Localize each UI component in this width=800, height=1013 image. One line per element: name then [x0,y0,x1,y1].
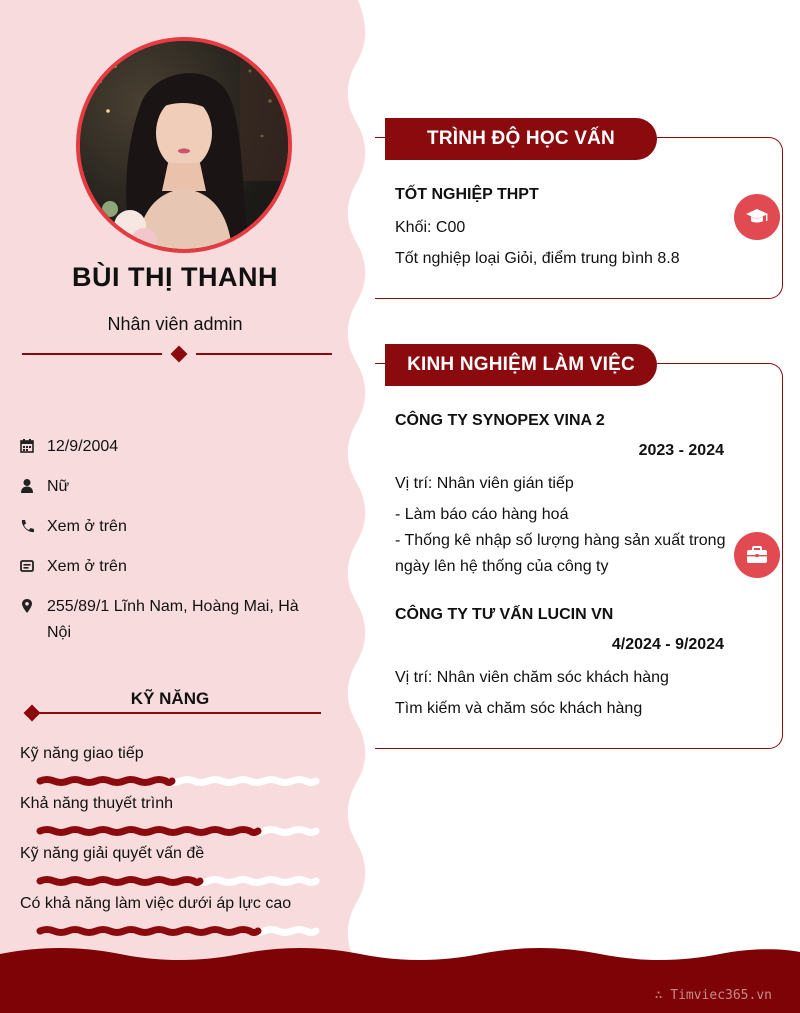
skill-label: Khả năng thuyết trình [20,795,173,812]
skill-label: Kỹ năng giải quyết vấn đề [20,845,205,862]
job-duty: - Làm báo cáo hàng hoá [395,506,569,523]
education-icon-circle [734,194,780,240]
contact-email [20,554,320,580]
job-position: Vị trí: Nhân viên gián tiếp [395,475,574,492]
profile-job-title: Nhân viên admin [107,314,243,334]
skill-bar [36,874,320,888]
name-divider-right [196,353,332,355]
job-company: CÔNG TY SYNOPEX VINA 2 [395,412,605,429]
education-heading [385,118,657,160]
email-text: Xem ở trên [47,558,127,575]
job-duty: Tìm kiếm và chăm sóc khách hàng [395,700,643,717]
graduation-cap-icon [745,207,769,227]
skill-bar [36,924,320,938]
person-icon [20,478,34,494]
skill-bar [36,774,320,788]
experience-heading-text: KINH NGHIỆM LÀM VIỆC [407,354,635,375]
education-block: Khối: C00 [395,219,466,236]
experience-heading [385,344,657,386]
contact-birthday [20,434,320,460]
briefcase-icon [746,545,768,565]
watermark: ∴ Timviec365.vn [654,988,772,1003]
job-period: 4/2024 - 9/2024 [611,636,724,653]
education-heading-text: TRÌNH ĐỘ HỌC VẤN [427,128,615,149]
phone-text: Xem ở trên [47,518,127,535]
gender-text: Nữ [47,478,70,495]
job-position: Vị trí: Nhân viên chăm sóc khách hàng [395,669,669,686]
contact-address [20,594,320,646]
experience-icon-circle [734,532,780,578]
calendar-icon [20,438,34,454]
contact-gender [20,474,320,500]
education-school: TỐT NGHIỆP THPT [395,186,539,203]
phone-icon [20,518,34,534]
birthday-text: 12/9/2004 [47,438,119,455]
education-result: Tốt nghiệp loại Giỏi, điểm trung bình 8.8 [395,250,680,267]
job-company: CÔNG TY TƯ VẤN LUCIN VN [395,606,614,623]
job-period: 2023 - 2024 [638,442,724,459]
skill-label: Có khả năng làm việc dưới áp lực cao [20,895,292,912]
address-line-1: 255/89/1 Lĩnh Nam, Hoàng Mai, Hà [47,598,299,615]
avatar-photo [80,41,288,249]
skills-heading: KỸ NĂNG [130,689,210,708]
skills-underline [36,712,321,714]
skill-bar [36,824,320,838]
skill-label: Kỹ năng giao tiếp [20,745,144,762]
job-duty: - Thống kê nhập số lượng hàng sản xuất trong [395,532,726,549]
contact-phone [20,514,320,540]
job-duty: ngày lên hệ thống của công ty [395,558,609,575]
email-icon [20,558,34,574]
address-line-2: Nội [47,624,72,641]
profile-name: BÙI THỊ THANH [72,262,278,292]
location-icon [20,598,34,614]
name-divider-left [22,353,162,355]
avatar [76,37,292,253]
